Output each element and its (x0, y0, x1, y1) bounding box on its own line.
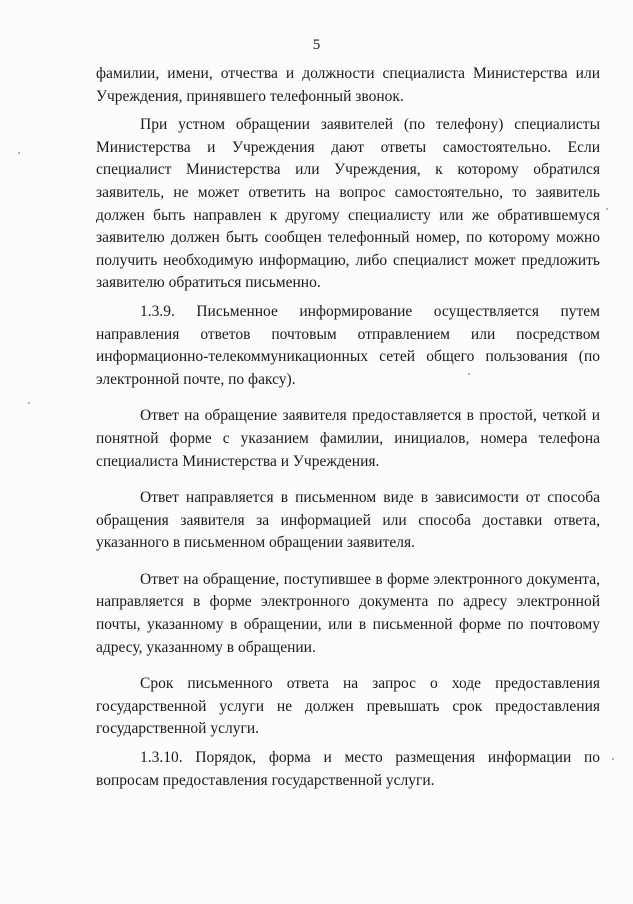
scan-speck (468, 373, 470, 375)
document-body (96, 63, 600, 792)
scan-speck (612, 758, 614, 760)
paragraph-response-deadline: Срок письменного ответа на запрос о ходе предоставления государственной услуги не должен превышать срок предоставления государственной услуги. (96, 675, 600, 738)
paragraph-electronic-response: Ответ на обращение, поступившее в форме электронного документа, направляется в форме электронного документа по адресу электронной почты, указанному в обращении, или в письменной форме по почтовому адресу, указанному в обращении. (96, 570, 600, 656)
paragraph-phone-inquiry: При устном обращении заявителей (по телефону) специалисты Министерства и Учреждения дают ответы самостоятельно. Если специалист Министерства или Учреждения, к которому обратился заявитель, не может ответить на вопрос самостоятельно, то заявитель должен быть направлен к другому специалисту или же обратившемуся заявителю должен быть сообщен телефонный номер, по которому можно получить необходимую информацию, либо специалист может предложить заявителю обратиться письменно. (96, 116, 600, 292)
page-number: 5 (312, 37, 321, 53)
scan-speck (606, 208, 608, 210)
paragraph-section-1-3-10: 1.3.10. Порядок, форма и место размещения информации по вопросам предоставления государственной услуги. (96, 749, 600, 789)
scan-speck (28, 402, 30, 404)
paragraph-response-form: Ответ на обращение заявителя предоставляется в простой, четкой и понятной форме с указанием фамилии, инициалов, номера телефона специалиста Министерства и Учреждения. (96, 407, 600, 470)
scan-speck (18, 152, 20, 154)
paragraph-continuation: фамилии, имени, отчества и должности специалиста Министерства или Учреждения, принявшего телефонный звонок. (96, 65, 600, 105)
paragraph-section-1-3-9: 1.3.9. Письменное информирование осуществляется путем направления ответов почтовым отправлением или посредством информационно-телекоммуникационных сетей общего пользования (по электронной почте, по факсу). (96, 302, 600, 388)
paragraph-response-method: Ответ направляется в письменном виде в зависимости от способа обращения заявителя за информацией или способа доставки ответа, указанного в письменном обращении заявителя. (96, 489, 600, 552)
